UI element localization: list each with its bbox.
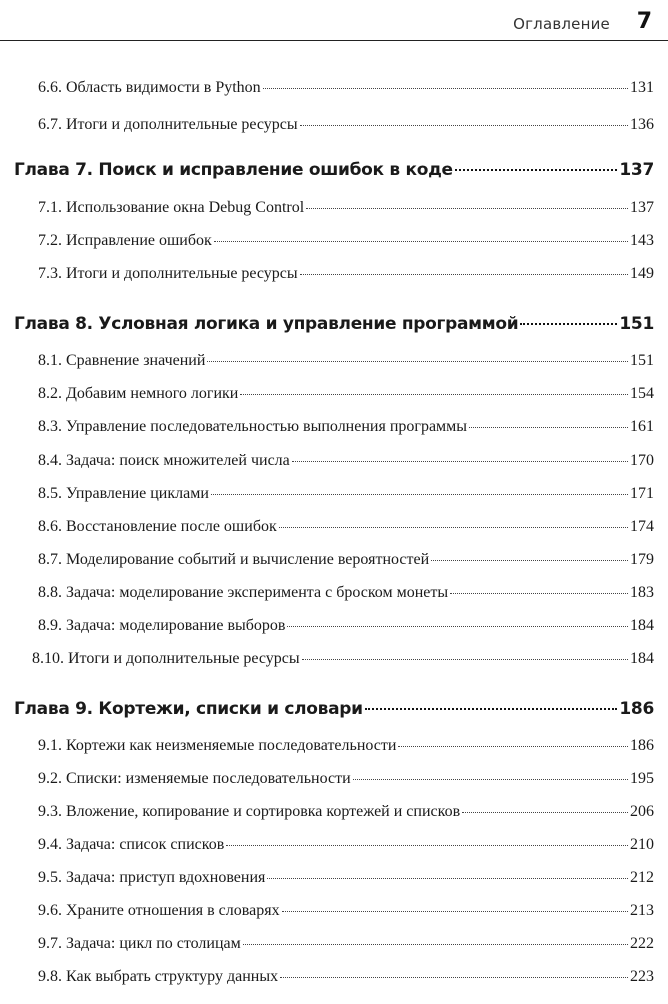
entry-page: 223 bbox=[630, 968, 654, 985]
chapter-number: Глава 8. bbox=[14, 314, 93, 334]
entry-number: 7.3. bbox=[38, 265, 62, 282]
toc-section-entry bbox=[38, 385, 654, 403]
entry-title: Задача: приступ вдохновения bbox=[66, 869, 266, 886]
header-page-number: 7 bbox=[636, 9, 652, 34]
leader-dots bbox=[302, 659, 628, 660]
entry-page: 206 bbox=[630, 803, 654, 820]
toc-section-entry bbox=[38, 79, 654, 97]
toc-section-entry bbox=[38, 352, 654, 370]
entry-number: 8.5. bbox=[38, 485, 62, 502]
running-header bbox=[0, 0, 668, 41]
entry-title: Использование окна Debug Control bbox=[66, 199, 305, 216]
entry-number: 8.9. bbox=[38, 617, 62, 634]
chapter-page: 137 bbox=[619, 160, 654, 180]
leader-dots bbox=[398, 746, 628, 747]
entry-page: 137 bbox=[630, 199, 654, 216]
entry-number: 9.5. bbox=[38, 869, 62, 886]
leader-dots bbox=[214, 241, 628, 242]
entry-page: 171 bbox=[630, 485, 654, 502]
entry-number: 9.3. bbox=[38, 803, 62, 820]
entry-number: 6.7. bbox=[38, 116, 62, 133]
entry-number: 8.2. bbox=[38, 385, 62, 402]
leader-dots bbox=[353, 779, 628, 780]
leader-dots bbox=[431, 560, 628, 561]
chapter-page: 151 bbox=[619, 314, 654, 334]
entry-page: 179 bbox=[630, 551, 654, 568]
toc-section-entry bbox=[38, 770, 654, 788]
toc-section-entry bbox=[38, 737, 654, 755]
entry-page: 151 bbox=[630, 352, 654, 369]
entry-number: 9.6. bbox=[38, 902, 62, 919]
entry-title: Моделирование событий и вычисление вероятностей bbox=[66, 551, 430, 568]
leader-dots bbox=[292, 461, 628, 462]
leader-dots bbox=[267, 878, 628, 879]
entry-title: Область видимости в Python bbox=[66, 79, 261, 96]
entry-page: 213 bbox=[630, 902, 654, 919]
entry-page: 143 bbox=[630, 232, 654, 249]
entry-title: Вложение, копирование и сортировка кортежей и списков bbox=[66, 803, 461, 820]
toc-section-entry bbox=[38, 803, 654, 821]
entry-page: 184 bbox=[630, 617, 654, 634]
chapter-number: Глава 9. bbox=[14, 699, 93, 719]
toc-chapter-entry bbox=[14, 699, 654, 719]
entry-number: 8.8. bbox=[38, 584, 62, 601]
entry-title: Задача: моделирование эксперимента с броском монеты bbox=[66, 584, 449, 601]
entry-title: Восстановление после ошибок bbox=[66, 518, 277, 535]
leader-dots bbox=[211, 494, 628, 495]
toc-section-entry bbox=[38, 584, 654, 602]
leader-dots bbox=[226, 845, 628, 846]
entry-title: Кортежи как неизменяемые последовательности bbox=[66, 737, 397, 754]
header-title: Оглавление bbox=[513, 15, 610, 33]
leader-dots bbox=[279, 527, 628, 528]
entry-number: 8.4. bbox=[38, 452, 62, 469]
toc-section-entry bbox=[38, 418, 654, 436]
toc-section-entry bbox=[38, 968, 654, 986]
entry-title: Задача: список списков bbox=[66, 836, 225, 853]
entry-page: 154 bbox=[630, 385, 654, 402]
chapter-number: Глава 7. bbox=[14, 160, 93, 180]
toc-section-entry bbox=[38, 869, 654, 887]
chapter-title: Условная логика и управление программой bbox=[98, 314, 519, 334]
toc-section-entry bbox=[38, 452, 654, 470]
chapter-title: Кортежи, списки и словари bbox=[98, 699, 363, 719]
entry-page: 183 bbox=[630, 584, 654, 601]
toc-section-entry bbox=[32, 650, 654, 668]
toc-section-entry bbox=[38, 199, 654, 217]
entry-title: Итоги и дополнительные ресурсы bbox=[66, 116, 298, 133]
entry-number: 9.2. bbox=[38, 770, 62, 787]
entry-title: Итоги и дополнительные ресурсы bbox=[66, 265, 298, 282]
entry-title: Сравнение значений bbox=[66, 352, 206, 369]
leader-dots bbox=[240, 394, 628, 395]
entry-title: Управление циклами bbox=[66, 485, 209, 502]
leader-dots bbox=[520, 323, 617, 325]
toc-section-entry bbox=[38, 935, 654, 953]
toc-section-entry bbox=[38, 617, 654, 635]
entry-page: 161 bbox=[630, 418, 654, 435]
entry-number: 7.1. bbox=[38, 199, 62, 216]
chapter-page: 186 bbox=[619, 699, 654, 719]
toc-section-entry bbox=[38, 265, 654, 283]
leader-dots bbox=[282, 911, 628, 912]
entry-title: Управление последовательностью выполнения программы bbox=[66, 418, 468, 435]
entry-number: 8.7. bbox=[38, 551, 62, 568]
entry-page: 149 bbox=[630, 265, 654, 282]
entry-number: 9.7. bbox=[38, 935, 62, 952]
leader-dots bbox=[365, 708, 618, 710]
entry-title: Итоги и дополнительные ресурсы bbox=[68, 650, 300, 667]
entry-page: 174 bbox=[630, 518, 654, 535]
toc-section-entry bbox=[38, 518, 654, 536]
leader-dots bbox=[263, 88, 628, 89]
entry-number: 8.1. bbox=[38, 352, 62, 369]
chapter-title: Поиск и исправление ошибок в коде bbox=[98, 160, 453, 180]
entry-number: 9.1. bbox=[38, 737, 62, 754]
leader-dots bbox=[306, 208, 628, 209]
entry-title: Как выбрать структуру данных bbox=[66, 968, 279, 985]
toc-section-entry bbox=[38, 232, 654, 250]
leader-dots bbox=[280, 977, 628, 978]
entry-title: Задача: поиск множителей числа bbox=[66, 452, 290, 469]
leader-dots bbox=[455, 169, 618, 171]
entry-number: 6.6. bbox=[38, 79, 62, 96]
entry-page: 170 bbox=[630, 452, 654, 469]
entry-number: 8.3. bbox=[38, 418, 62, 435]
entry-title: Исправление ошибок bbox=[66, 232, 212, 249]
toc-section-entry bbox=[38, 116, 654, 134]
entry-title: Добавим немного логики bbox=[66, 385, 239, 402]
leader-dots bbox=[450, 593, 628, 594]
entry-number: 7.2. bbox=[38, 232, 62, 249]
entry-page: 136 bbox=[630, 116, 654, 133]
entry-page: 186 bbox=[630, 737, 654, 754]
toc-section-entry bbox=[38, 902, 654, 920]
entry-title: Задача: моделирование выборов bbox=[66, 617, 286, 634]
entry-page: 210 bbox=[630, 836, 654, 853]
leader-dots bbox=[300, 125, 628, 126]
toc-chapter-entry bbox=[14, 160, 654, 180]
entry-number: 8.10. bbox=[32, 650, 64, 667]
toc-section-entry bbox=[38, 485, 654, 503]
entry-page: 222 bbox=[630, 935, 654, 952]
entry-number: 9.8. bbox=[38, 968, 62, 985]
entry-page: 131 bbox=[630, 79, 654, 96]
toc-section-entry bbox=[38, 551, 654, 569]
entry-number: 8.6. bbox=[38, 518, 62, 535]
toc-section-entry bbox=[38, 836, 654, 854]
entry-page: 184 bbox=[630, 650, 654, 667]
toc-chapter-entry bbox=[14, 314, 654, 334]
leader-dots bbox=[207, 361, 628, 362]
entry-number: 9.4. bbox=[38, 836, 62, 853]
entry-page: 195 bbox=[630, 770, 654, 787]
leader-dots bbox=[243, 944, 628, 945]
leader-dots bbox=[469, 427, 628, 428]
leader-dots bbox=[300, 274, 628, 275]
leader-dots bbox=[287, 626, 628, 627]
entry-title: Списки: изменяемые последовательности bbox=[66, 770, 351, 787]
entry-title: Храните отношения в словарях bbox=[66, 902, 280, 919]
entry-page: 212 bbox=[630, 869, 654, 886]
entry-title: Задача: цикл по столицам bbox=[66, 935, 241, 952]
leader-dots bbox=[462, 812, 628, 813]
